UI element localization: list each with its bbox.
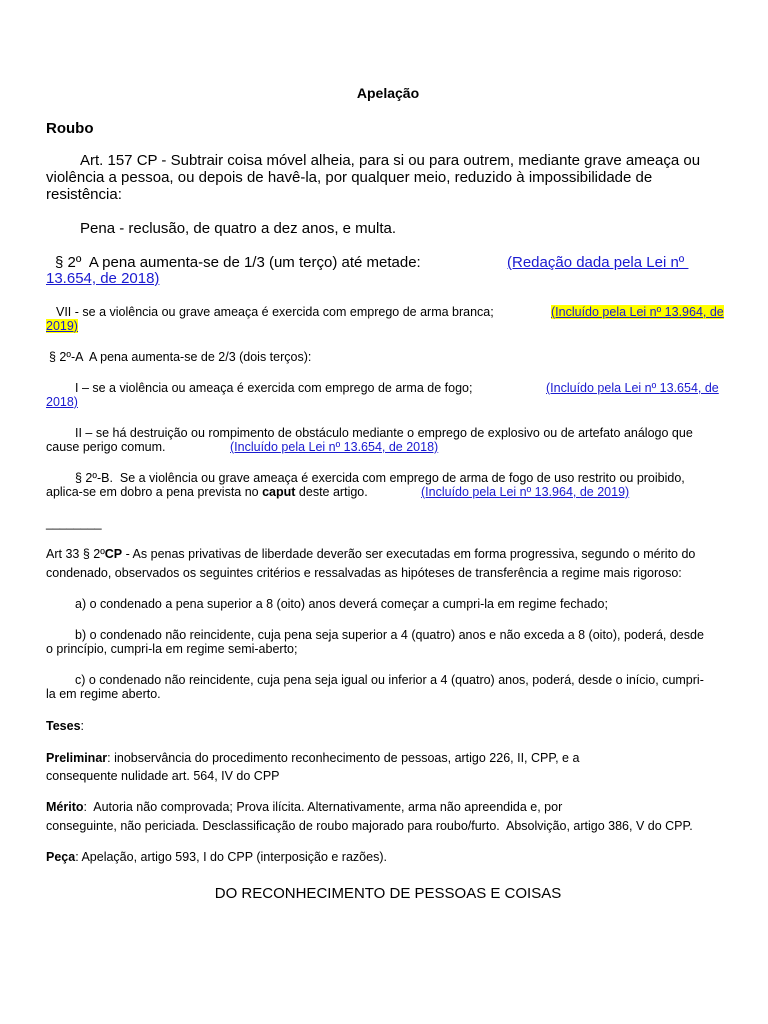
law-reference-link[interactable]: (Redação dada pela Lei nº (507, 254, 689, 271)
penalty-text: Pena - reclusão, de quatro a dez anos, e multa. (80, 220, 397, 237)
peca-thesis (46, 850, 387, 864)
merito-label: Mérito (46, 800, 84, 814)
merito-text: : Autoria não comprovada; Prova ilícita. Alternativamente, arma não apreendida e, por (83, 800, 563, 814)
law-reference-link[interactable]: 2018) (46, 395, 78, 409)
peca-text: : Apelação, artigo 593, I do CPP (interposição e razões). (75, 850, 387, 864)
peca-label: Peça (46, 850, 76, 864)
item-ii-text: cause perigo comum. (46, 440, 166, 454)
closing-heading: DO RECONHECIMENTO DE PESSOAS E COISAS (214, 885, 562, 902)
preliminar-label: Preliminar (46, 751, 108, 765)
highlighted-law-reference-link[interactable]: (Incluído pela Lei nº 13.964, de (551, 305, 724, 319)
paragraph-2b-text-start: aplica-se em dobro a pena prevista no (46, 485, 263, 499)
article-33-text: - As penas privativas de liberdade deverão ser executadas em forma progressiva, segundo o mérito do (122, 547, 696, 561)
merito-text: conseguinte, não periciada. Desclassificação de roubo majorado para roubo/furto. Absolvição, artigo 386, V do CPP. (46, 819, 693, 833)
law-reference-link[interactable]: (Incluído pela Lei nº 13.964, de 2019) (421, 485, 630, 499)
caput-term: caput (262, 485, 296, 499)
paragraph-2b-text (46, 485, 368, 499)
law-reference-link[interactable]: (Incluído pela Lei nº 13.654, de 2018) (230, 440, 439, 454)
section-heading: Roubo (46, 120, 94, 137)
article-33-line (46, 547, 695, 561)
paragraph-2b-text: § 2º-B. Se a violência ou grave ameaça é exercida com emprego de arma de fogo de uso restrito ou proibido, (75, 471, 685, 485)
highlighted-law-reference-link[interactable]: 2019) (46, 319, 78, 333)
law-reference-link[interactable]: 13.654, de 2018) (46, 270, 160, 287)
item-ii-text: II – se há destruição ou rompimento de obstáculo mediante o emprego de explosivo ou de artefato análogo que (75, 426, 693, 440)
article-33-item-c: c) o condenado não reincidente, cuja pena seja igual ou inferior a 4 (quatro) anos, poderá, desde o início, cumpri- (75, 673, 704, 687)
preliminar-thesis (46, 751, 579, 765)
article-33-item-c: la em regime aberto. (46, 687, 161, 701)
merito-thesis (46, 800, 562, 814)
separator-line: ________ (46, 516, 102, 530)
article-33-item-b: o princípio, cumpri-la em regime semi-aberto; (46, 642, 298, 656)
theses-heading (46, 719, 84, 733)
article-157-line: resistência: (46, 186, 122, 203)
theses-label-suffix: : (80, 719, 84, 733)
item-vii-text: VII - se a violência ou grave ameaça é exercida com emprego de arma branca; (56, 305, 494, 319)
paragraph-2a-text: § 2º-A A pena aumenta-se de 2/3 (dois terços): (49, 350, 312, 364)
item-i-text: I – se a violência ou ameaça é exercida com emprego de arma de fogo; (75, 381, 473, 395)
preliminar-text: consequente nulidade art. 564, IV do CPP (46, 769, 280, 783)
article-157-line: Art. 157 CP - Subtrair coisa móvel alheia, para si ou para outrem, mediante grave ameaça ou (80, 152, 701, 169)
article-33-prefix: Art 33 § 2º (46, 547, 105, 561)
paragraph-2b-text-end: deste artigo. (295, 485, 368, 499)
document-title: Apelação (356, 85, 420, 101)
article-33-item-b: b) o condenado não reincidente, cuja pena seja superior a 4 (quatro) anos e não exceda a 8 (oito), poderá, desde (75, 628, 704, 642)
preliminar-text: : inobservância do procedimento reconhecimento de pessoas, artigo 226, II, CPP, e a (107, 751, 580, 765)
article-33-line: condenado, observados os seguintes critérios e ressalvadas as hipóteses de transferência a regime mais rigoroso: (46, 566, 682, 580)
theses-label: Teses (46, 719, 81, 733)
paragraph-2-text: § 2º A pena aumenta-se de 1/3 (um terço) até metade: (55, 254, 421, 271)
article-33-item-a: a) o condenado a pena superior a 8 (oito) anos deverá começar a cumpri-la em regime fechado; (75, 597, 608, 611)
law-reference-link[interactable]: (Incluído pela Lei nº 13.654, de (546, 381, 719, 395)
article-157-line: violência a pessoa, ou depois de havê-la, por qualquer meio, reduzido à impossibilidade de (46, 169, 653, 186)
article-33-code: CP (104, 547, 123, 561)
